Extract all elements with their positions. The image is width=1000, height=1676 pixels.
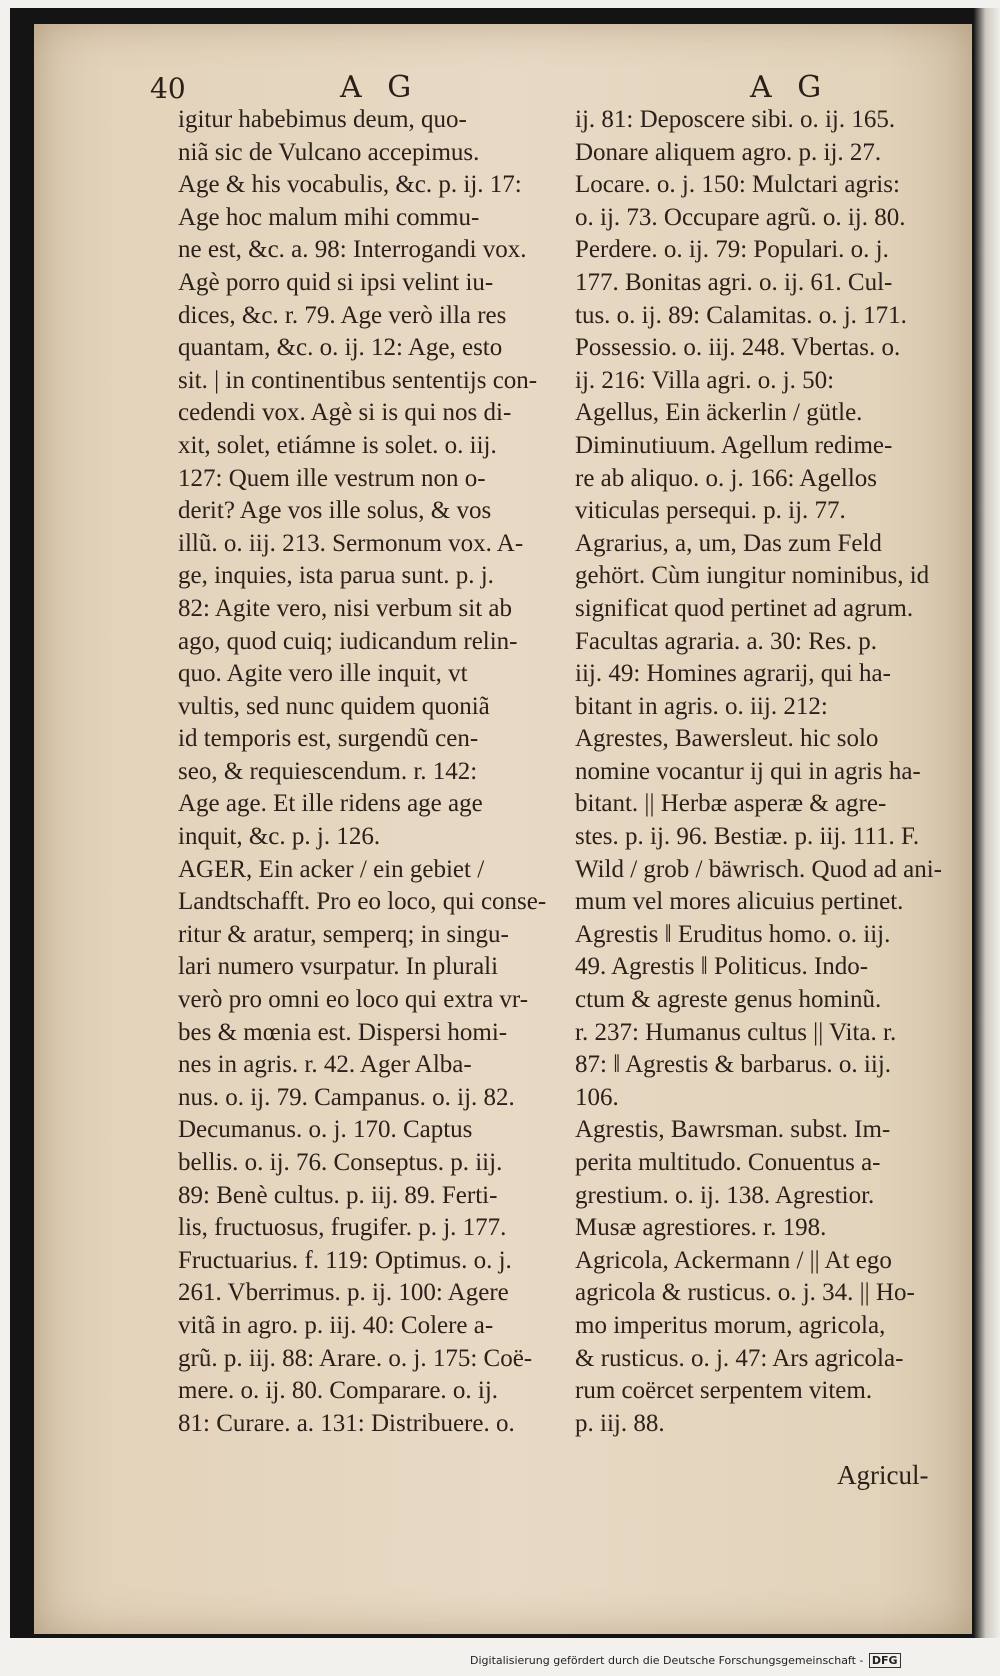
text-line: Landtschafft. Pro eo loco, qui conse- (178, 888, 547, 916)
running-head-right: A G (750, 70, 830, 105)
text-line: bes & mœnia est. Dispersi homi- (178, 1018, 508, 1046)
text-line: re ab aliquo. o. j. 166: Agellos (575, 464, 878, 492)
text-line: AGER, Ein acker / ein gebiet / (178, 855, 485, 883)
text-line: 177. Bonitas agri. o. ij. 61. Cul- (575, 268, 893, 296)
text-line: 261. Vberrimus. p. ij. 100: Agere (178, 1279, 509, 1307)
text-line: nes in agris. r. 42. Ager Alba- (178, 1051, 472, 1079)
text-line: Wild / grob / bäwrisch. Quod ad ani- (575, 855, 942, 883)
text-line: Agrarius, a, um, Das zum Feld (575, 529, 882, 557)
text-line: grestium. o. ij. 138. Agrestior. (575, 1181, 875, 1209)
text-line: illũ. o. iij. 213. Sermonum vox. A- (178, 529, 524, 557)
text-line: niã sic de Vulcano accepimus. (178, 138, 480, 166)
text-line: Decumanus. o. j. 170. Captus (178, 1116, 473, 1144)
text-line: o. ij. 73. Occupare agrũ. o. ij. 80. (575, 203, 906, 231)
text-line: viticulas persequi. p. ij. 77. (575, 497, 846, 525)
text-line: ij. 81: Deposcere sibi. o. ij. 165. (575, 106, 896, 133)
text-line: r. 237: Humanus cultus || Vita. r. (575, 1018, 897, 1046)
text-line: Age hoc malum mihi commu- (178, 203, 480, 231)
text-line: Perdere. o. ij. 79: Populari. o. j. (575, 236, 889, 264)
book-spine-edge (974, 8, 1000, 1638)
text-line: Age age. Et ille ridens age age (178, 790, 483, 818)
text-line: ne est, &c. a. 98: Interrogandi vox. (178, 236, 527, 264)
text-line: grũ. p. iij. 88: Arare. o. j. 175: Coë- (178, 1344, 533, 1372)
text-line: ge, inquies, ista parua sunt. p. j. (178, 562, 494, 590)
text-line: Possessio. o. iij. 248. Vbertas. o. (575, 334, 901, 362)
text-line: Fructuarius. f. 119: Optimus. o. j. (178, 1246, 512, 1274)
text-line: 82: Agite vero, nisi verbum sit ab (178, 594, 512, 622)
text-line: agricola & rusticus. o. j. 34. || Ho- (575, 1279, 915, 1307)
text-line: stes. p. ij. 96. Bestiæ. p. iij. 111. F. (575, 823, 920, 851)
text-line: sit. | in continentibus sententijs con- (178, 366, 538, 394)
text-line: 81: Curare. a. 131: Distribuere. o. (178, 1409, 515, 1437)
text-line: & rusticus. o. j. 47: Ars agricola- (575, 1344, 904, 1372)
text-line: 49. Agrestis ‖ Politicus. Indo- (575, 953, 869, 981)
text-line: bitant in agris. o. iij. 212: (575, 692, 828, 720)
text-line: p. iij. 88. (575, 1409, 665, 1437)
text-line: quantam, &c. o. ij. 12: Age, esto (178, 334, 503, 362)
text-line: lari numero vsurpatur. In plurali (178, 953, 499, 981)
text-line: id temporis est, surgendũ cen- (178, 725, 479, 753)
text-line: Musæ agrestiores. r. 198. (575, 1214, 827, 1242)
text-line: ago, quod cuiq; iudicandum relin- (178, 627, 518, 655)
text-line: ctum & agreste genus hominũ. (575, 986, 882, 1014)
text-line: bellis. o. ij. 76. Conseptus. p. iij. (178, 1149, 503, 1176)
text-line: Agricola, Ackermann / || At ego (575, 1246, 892, 1274)
text-line: mo imperitus morum, agricola, (575, 1311, 886, 1339)
right-text-column (575, 104, 975, 1440)
text-line: ritur & aratur, semperq; in singu- (178, 920, 509, 948)
page-number: 40 (150, 72, 186, 105)
text-line: ij. 216: Villa agri. o. j. 50: (575, 366, 835, 394)
text-line: Agellus, Ein äckerlin / gütle. (575, 399, 863, 427)
text-line: Donare aliquem agro. p. ij. 27. (575, 138, 882, 166)
text-line: mere. o. ij. 80. Comparare. o. ij. (178, 1377, 499, 1405)
text-line: verò pro omni eo loco qui extra vr- (178, 986, 529, 1014)
text-line: Agrestis ‖ Eruditus homo. o. iij. (575, 920, 891, 948)
left-text-column (178, 104, 560, 1440)
text-line: gehört. Cùm iungitur nominibus, id (575, 562, 930, 590)
catchword: Agricul- (837, 1460, 929, 1490)
running-head-left: A G (340, 70, 420, 105)
text-line: Diminutiuum. Agellum redime- (575, 431, 893, 459)
text-line: Agè porro quid si ipsi velint iu- (178, 268, 494, 296)
text-line: 127: Quem ille vestrum non o- (178, 464, 486, 492)
text-line: bitant. || Herbæ asperæ & agre- (575, 790, 887, 818)
text-line: quo. Agite vero ille inquit, vt (178, 660, 468, 688)
funding-footer (470, 1654, 901, 1667)
dfg-logo: DFG (869, 1653, 901, 1668)
text-line: igitur habebimus deum, quo- (178, 106, 467, 133)
text-line: 106. (575, 1083, 619, 1111)
text-line: nus. o. ij. 79. Campanus. o. ij. 82. (178, 1083, 515, 1111)
text-line: vultis, sed nunc quidem quoniã (178, 692, 490, 720)
text-line: significat quod pertinet ad agrum. (575, 594, 914, 622)
footer-text: Digitalisierung gefördert durch die Deutsche Forschungsgemeinschaft - (470, 1654, 864, 1667)
text-line: dices, &c. r. 79. Age verò illa res (178, 301, 507, 329)
text-line: perita multitudo. Conuentus a- (575, 1149, 881, 1176)
text-line: inquit, &c. p. j. 126. (178, 823, 381, 851)
text-line: tus. o. ij. 89: Calamitas. o. j. 171. (575, 301, 907, 329)
text-line: derit? Age vos ille solus, & vos (178, 497, 492, 525)
text-line: cedendi vox. Agè si is qui nos di- (178, 399, 512, 427)
text-line: Facultas agraria. a. 30: Res. p. (575, 627, 877, 655)
text-line: lis, fructuosus, frugifer. p. j. 177. (178, 1214, 507, 1242)
text-line: vitã in agro. p. iij. 40: Colere a- (178, 1311, 494, 1339)
text-line: Agrestes, Bawersleut. hic solo (575, 725, 879, 753)
text-line: 87: ‖ Agrestis & barbarus. o. iij. (575, 1051, 892, 1079)
text-line: nomine vocantur ij qui in agris ha- (575, 757, 921, 785)
text-line: iij. 49: Homines agrarij, qui ha- (575, 660, 891, 688)
text-line: rum coërcet serpentem vitem. (575, 1377, 873, 1405)
text-line: 89: Benè cultus. p. iij. 89. Ferti- (178, 1181, 498, 1209)
text-line: seo, & requiescendum. r. 142: (178, 757, 478, 785)
text-line: Age & his vocabulis, &c. p. ij. 17: (178, 171, 522, 199)
text-line: Locare. o. j. 150: Mulctari agris: (575, 171, 900, 199)
text-line: mum vel mores alicuius pertinet. (575, 888, 904, 916)
text-line: xit, solet, etiámne is solet. o. iij. (178, 431, 497, 459)
text-line: Agrestis, Bawrsman. subst. Im- (575, 1116, 891, 1144)
